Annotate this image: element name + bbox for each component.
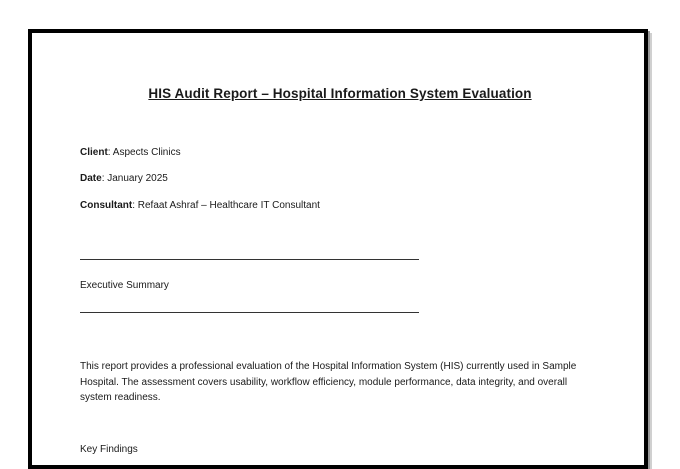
- consultant-value: : Refaat Ashraf – Healthcare IT Consultant: [132, 200, 320, 211]
- divider-top: [80, 259, 419, 260]
- client-label: Client: [80, 147, 108, 158]
- executive-summary-heading: Executive Summary: [80, 280, 169, 291]
- consultant-line: [80, 200, 320, 211]
- client-line: [80, 147, 181, 158]
- divider-bottom: [80, 312, 419, 313]
- date-line: [80, 173, 168, 184]
- consultant-label: Consultant: [80, 200, 133, 211]
- summary-line-3: system readiness.: [80, 392, 161, 403]
- summary-line-2: Hospital. The assessment covers usability, workflow efficiency, module performance, data integrity, and overall: [80, 376, 568, 388]
- key-findings-heading: Key Findings: [80, 444, 138, 455]
- summary-line-1: This report provides a professional evaluation of the Hospital Information System (HIS) currently used in Sample: [80, 361, 577, 372]
- date-label: Date: [80, 173, 102, 184]
- report-title: HIS Audit Report – Hospital Information System Evaluation: [148, 86, 532, 101]
- client-value: : Aspects Clinics: [107, 147, 181, 158]
- executive-summary-paragraph: [80, 359, 600, 406]
- date-value: : January 2025: [101, 173, 168, 184]
